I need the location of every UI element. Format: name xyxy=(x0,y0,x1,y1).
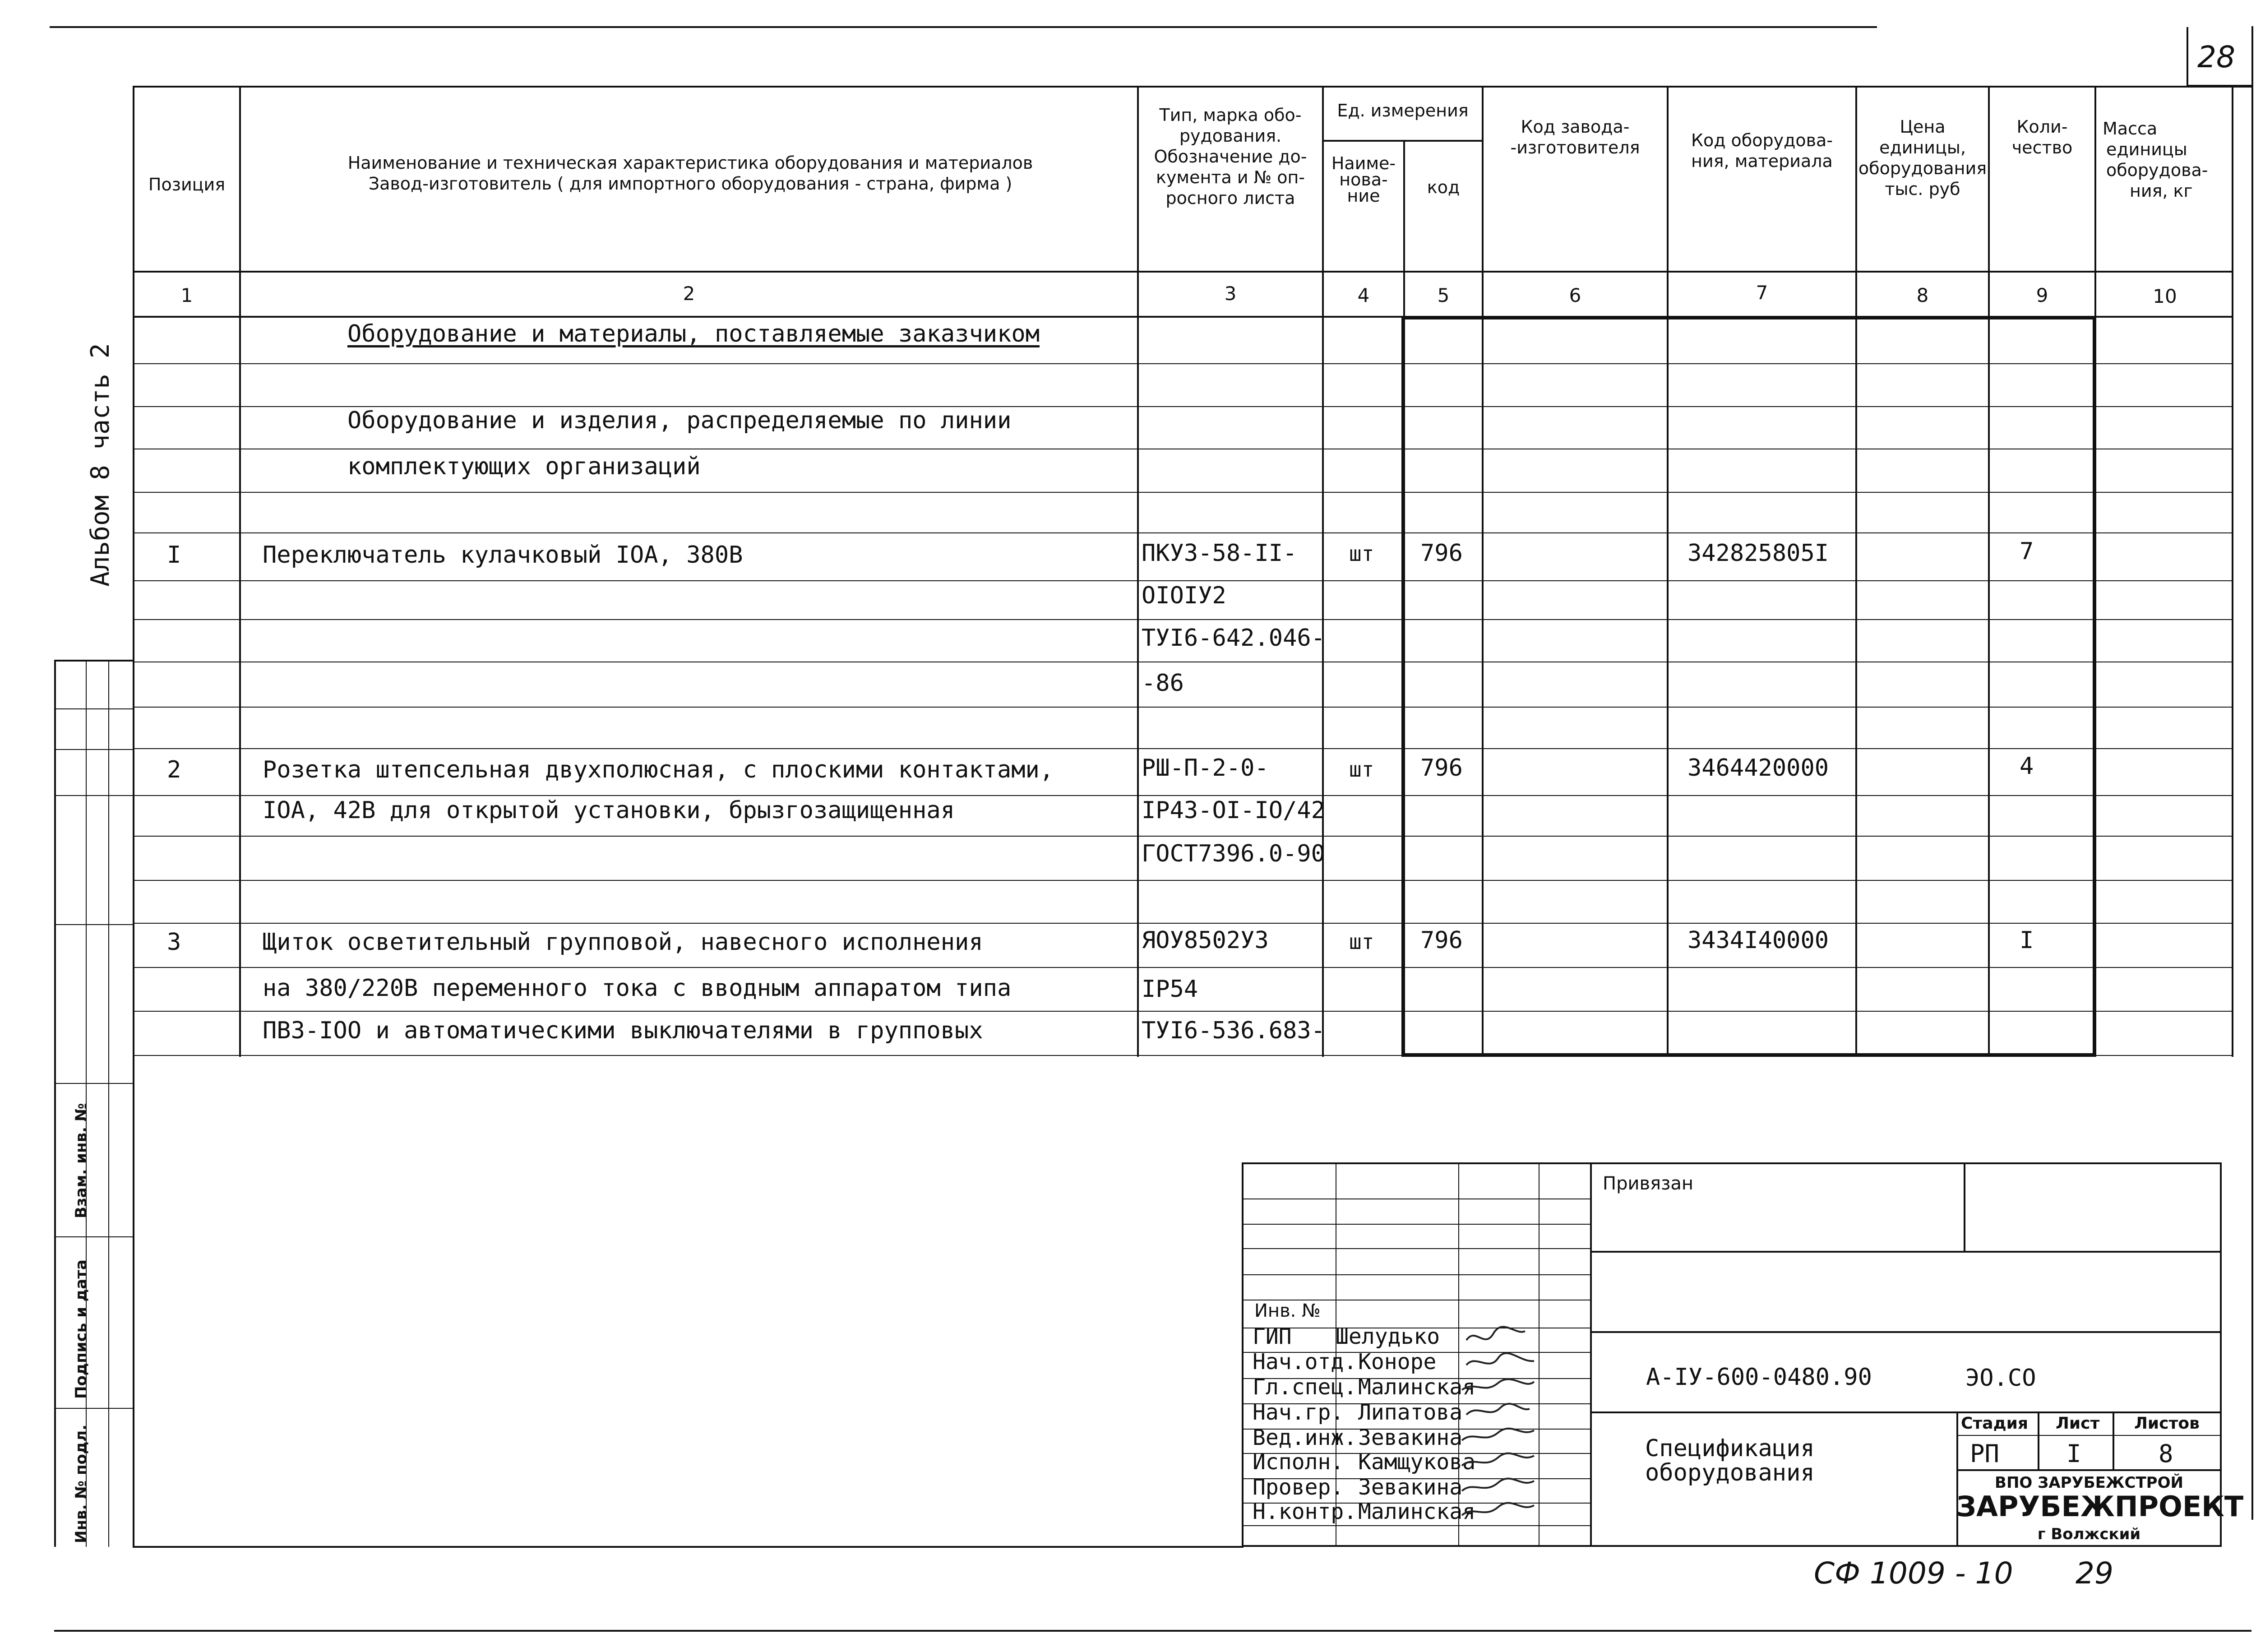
tb-staff-row-3 xyxy=(1242,1248,1590,1249)
stamp-signature-date: Подпись и дата xyxy=(72,1259,90,1399)
tb-staff-row-4 xyxy=(1242,1274,1590,1275)
staff-name-1: Шелудько xyxy=(1336,1324,1440,1349)
item3-name-1: Щиток осветительный групповой, навесного исполнения xyxy=(263,929,983,956)
colnum-8: 8 xyxy=(1916,284,1929,306)
item1-type-3: ТУI6-642.046- xyxy=(1142,625,1325,652)
tb-org-1: ВПО ЗАРУБЕЖСТРОЙ xyxy=(1995,1474,2183,1492)
staff-name-3: Малинская xyxy=(1358,1374,1476,1400)
item1-unit: шт xyxy=(1349,541,1374,566)
item2-type-2: IP43-OI-IO/42 xyxy=(1142,797,1325,824)
col-sep-3 xyxy=(1322,86,1324,1057)
tb-stage-value: РП xyxy=(1970,1439,2000,1468)
stamp-col-line-2 xyxy=(108,660,109,1547)
staff-role-1: ГИП xyxy=(1253,1324,1292,1349)
item3-equipment-code: 3434I40000 xyxy=(1687,927,1829,954)
tb-stage-sep-1 xyxy=(2038,1411,2039,1470)
item1-name: Переключатель кулачковый IOA, 380В xyxy=(263,541,743,569)
item1-type-2: OIOIУ2 xyxy=(1142,582,1226,609)
tb-stage-row-1 xyxy=(1956,1435,2222,1436)
tb-doc-top xyxy=(1590,1331,2222,1333)
staff-name-2: Коноре xyxy=(1358,1349,1437,1374)
item1-quantity: 7 xyxy=(2020,538,2034,565)
tb-sheets-value: 8 xyxy=(2159,1439,2173,1468)
colnum-2: 2 xyxy=(683,282,695,305)
staff-name-8: Малинская xyxy=(1358,1499,1476,1524)
row-line-9 xyxy=(134,707,2232,708)
stamp-row-6 xyxy=(54,1236,134,1237)
stamp-original-inv: Инв. № подл. xyxy=(72,1424,90,1543)
header-unit-code: код xyxy=(1427,177,1460,197)
colnum-6: 6 xyxy=(1569,284,1581,306)
tb-stage-label: Стадия xyxy=(1961,1414,2028,1433)
item1-type-1: ПКУ3-58-II- xyxy=(1142,540,1297,567)
item1-unit-code: 796 xyxy=(1420,540,1463,567)
footer-code: СФ 1009 - 10 xyxy=(1814,1556,2013,1591)
tb-privyazan: Привязан xyxy=(1603,1173,1694,1194)
staff-name-5: Зевакина xyxy=(1358,1425,1463,1450)
box-left xyxy=(1401,316,1405,1057)
section-title-customer: Оборудование и материалы, поставляемые заказчиком xyxy=(347,320,1040,347)
item1-type-4: -86 xyxy=(1142,670,1184,697)
col-sep-5 xyxy=(1482,86,1484,1057)
header-quantity: Коли- чество xyxy=(2011,117,2073,157)
staff-name-4: Липатова xyxy=(1358,1400,1463,1425)
item3-quantity: I xyxy=(2020,927,2034,954)
header-mass: Масса единицы оборудова- ния, кг xyxy=(2103,119,2208,201)
col-sep-8 xyxy=(1988,86,1990,1057)
tb-doc-title-2: оборудования xyxy=(1645,1459,1815,1486)
colnum-10: 10 xyxy=(2153,285,2177,307)
staff-role-5: Вед.инж. xyxy=(1253,1425,1357,1450)
tb-doc-code: А-IУ-600-0480.90 xyxy=(1646,1364,1872,1391)
box-right xyxy=(2093,316,2096,1057)
tb-sheet-label: Лист xyxy=(2056,1414,2100,1433)
item3-type-3: ТУI6-536.683- xyxy=(1142,1017,1325,1044)
colnum-3: 3 xyxy=(1224,282,1237,305)
staff-role-8: Н.контр. xyxy=(1253,1499,1357,1524)
corner-box-left xyxy=(2187,27,2188,86)
item3-type-1: ЯОУ8502У3 xyxy=(1142,927,1269,954)
colnum-5: 5 xyxy=(1437,284,1450,306)
stamp-replacement-inv: Взам. инв. № xyxy=(72,1103,90,1218)
header-type: Тип, марка обо- рудования. Обозначение до- кумента и № оп- росного листа xyxy=(1154,105,1307,208)
header-position: Позиция xyxy=(148,175,226,194)
tb-staff-right xyxy=(1590,1162,1592,1546)
item1-position: I xyxy=(167,541,181,569)
col-sep-1 xyxy=(239,86,241,1057)
col-sep-6 xyxy=(1667,86,1669,1057)
item3-unit: шт xyxy=(1349,930,1374,954)
header-unit-name: Наиме- нова- ние xyxy=(1331,153,1396,206)
tb-doc-suffix: ЭО.СО xyxy=(1965,1365,2036,1392)
row-line-6 xyxy=(134,580,2232,581)
staff-name-7: Зевакина xyxy=(1358,1475,1463,1500)
table-top-line xyxy=(134,86,2252,88)
staff-role-4: Нач.гр. xyxy=(1253,1400,1344,1425)
tb-stage-sep-2 xyxy=(2113,1411,2114,1470)
signatures-svg xyxy=(1457,1322,1548,1530)
header-name: Наименование и техническая характеристика оборудования и материалов Завод-изготовитель ( для импортного оборудования - страна, фирма ) xyxy=(347,153,1033,194)
header-bottom-line xyxy=(134,271,2232,273)
tb-top-line xyxy=(1242,1162,2222,1164)
item2-type-3: ГОСТ7396.0-90 xyxy=(1142,840,1325,867)
tb-inv-label: Инв. № xyxy=(1254,1300,1321,1321)
colnum-9: 9 xyxy=(2036,284,2048,306)
stamp-row-5 xyxy=(54,1083,134,1084)
tb-bottom-line xyxy=(1242,1545,2222,1547)
item2-position: 2 xyxy=(167,756,181,783)
item3-name-2: на 380/220В переменного тока с вводным аппаратом типа xyxy=(263,975,1012,1002)
row-line-11 xyxy=(134,795,2232,796)
staff-role-6: Исполн. xyxy=(1253,1449,1344,1475)
tb-staff-row-2 xyxy=(1242,1224,1590,1225)
tb-sheet-value: I xyxy=(2066,1439,2081,1468)
stamp-row-3 xyxy=(54,795,134,796)
staff-role-3: Гл.спец. xyxy=(1253,1374,1357,1400)
stamp-row-2 xyxy=(54,749,134,750)
header-price: Цена единицы, оборудования тыс. руб xyxy=(1858,117,1987,199)
tb-left-line xyxy=(1242,1162,1244,1546)
item2-equipment-code: 3464420000 xyxy=(1687,754,1829,782)
item2-unit: шт xyxy=(1349,757,1374,782)
col-sep-2 xyxy=(1137,86,1139,1057)
stamp-row-7 xyxy=(54,1408,134,1409)
header-manufacturer-code: Код завода- -изготовителя xyxy=(1510,117,1640,157)
row-line-5 xyxy=(134,532,2232,533)
item2-quantity: 4 xyxy=(2020,753,2034,780)
item1-equipment-code: 342825805I xyxy=(1687,540,1829,567)
tb-doc-bottom xyxy=(1590,1411,2222,1413)
stamp-row-1 xyxy=(54,708,134,709)
staff-role-2: Нач.отд. xyxy=(1253,1349,1357,1374)
frame-bottom-line xyxy=(134,1546,1244,1548)
header-equipment-code: Код оборудова- ния, материала xyxy=(1691,130,1833,171)
tb-stage-row-2 xyxy=(1956,1469,2222,1471)
row-line-1 xyxy=(134,363,2232,364)
bottom-border-line xyxy=(54,1630,2251,1632)
colnum-1: 1 xyxy=(180,284,193,306)
staff-name-6: Камщукова xyxy=(1358,1449,1476,1475)
item3-name-3: ПВ3-IOO и автоматическими выключателями в групповых xyxy=(263,1017,983,1044)
row-line-13 xyxy=(134,880,2232,881)
top-border-line xyxy=(50,26,1877,28)
row-line-10 xyxy=(134,748,2232,749)
colnum-4: 4 xyxy=(1357,284,1370,306)
tb-privyazan-sep xyxy=(1964,1162,1965,1253)
item2-type-1: РШ-П-2-0- xyxy=(1142,754,1269,782)
stamp-top-line xyxy=(54,660,134,662)
footer-page: 29 xyxy=(2076,1556,2113,1591)
item3-position: 3 xyxy=(167,929,181,956)
row-line-14 xyxy=(134,923,2232,924)
item2-name-2: IOA, 42В для открытой установки, брызгозащищенная xyxy=(263,797,955,824)
section-title-distributed-1: Оборудование и изделия, распределяемые по линии xyxy=(347,407,1012,434)
tb-sheets-label: Листов xyxy=(2134,1414,2200,1433)
tb-org-2: ЗАРУБЕЖПРОЕКТ xyxy=(1956,1490,2244,1523)
album-label: Альбом 8 часть 2 xyxy=(86,343,115,587)
row-line-4 xyxy=(134,492,2232,493)
box-top xyxy=(1401,316,2096,319)
staff-role-7: Провер. xyxy=(1253,1475,1344,1500)
col-sep-7 xyxy=(1855,86,1857,1057)
row-line-16 xyxy=(134,1011,2232,1012)
row-line-7 xyxy=(134,619,2232,620)
stamp-row-4 xyxy=(54,924,134,925)
sheet-corner-number: 28 xyxy=(2197,40,2235,74)
section-title-distributed-2: комплектующих организаций xyxy=(347,453,701,480)
row-line-12 xyxy=(134,836,2232,837)
row-line-17 xyxy=(134,1055,2232,1056)
item3-unit-code: 796 xyxy=(1420,927,1463,954)
item2-unit-code: 796 xyxy=(1420,754,1463,782)
header-unit: Ед. измерения xyxy=(1337,101,1469,120)
colnum-7: 7 xyxy=(1756,282,1768,304)
row-line-15 xyxy=(134,967,2232,968)
right-border-line xyxy=(2251,26,2253,1520)
tb-privyazan-bottom xyxy=(1590,1251,2222,1253)
item3-type-2: IP54 xyxy=(1142,976,1198,1003)
unit-sub-line xyxy=(1322,140,1482,142)
item2-name-1: Розетка штепсельная двухполюсная, с плоскими контактами, xyxy=(263,756,1054,783)
tb-org-3: г Волжский xyxy=(2037,1525,2141,1543)
tb-doc-title-1: Спецификация xyxy=(1645,1435,1815,1462)
col-sep-10 xyxy=(2232,86,2233,1057)
stamp-outer-line xyxy=(54,660,56,1547)
